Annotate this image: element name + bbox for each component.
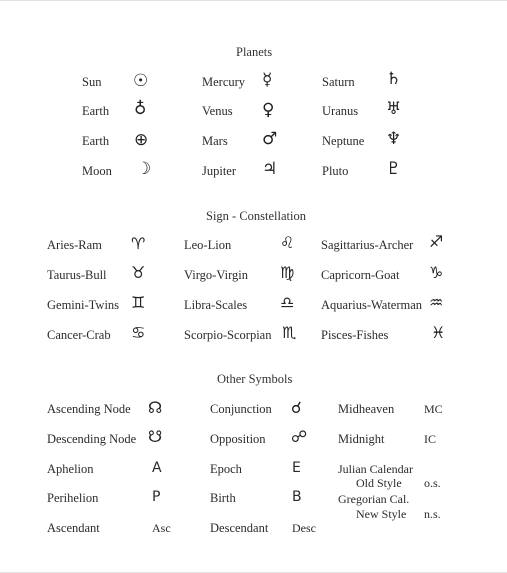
planet-label: Mars (202, 134, 228, 148)
gregorian-calendar-label: Gregorian Cal. (338, 492, 410, 506)
planet-label: Uranus (322, 104, 359, 118)
aries-icon: ♈ (131, 234, 146, 253)
sign-label: Libra-Scales (184, 298, 248, 312)
new-style-abbr: n.s. (424, 507, 441, 521)
sign-label: Cancer-Crab (47, 328, 111, 342)
symbol-label: Opposition (210, 432, 266, 446)
symbol-label: Birth (210, 491, 236, 505)
planet-label: Saturn (322, 75, 355, 89)
leo-icon: ♌ (280, 233, 295, 252)
aquarius-icon: ♒ (429, 293, 444, 312)
pluto-icon: ♇ (386, 159, 402, 179)
mars-icon: ♂ (262, 129, 278, 149)
earth-crossed-circle-icon: ⊕ (134, 130, 149, 150)
old-style-abbr: o.s. (424, 476, 441, 490)
neptune-icon: ♆ (386, 129, 402, 149)
sign-label: Sagittarius-Archer (321, 238, 414, 252)
sign-label: Pisces-Fishes (321, 328, 389, 342)
taurus-icon: ♉ (131, 263, 146, 282)
virgo-icon: ♍ (280, 263, 295, 282)
sun-icon: ☉ (133, 71, 149, 91)
uranus-icon: ♅ (386, 99, 402, 119)
ascendant-abbr: Asc (152, 521, 171, 535)
symbol-label: Descending Node (47, 432, 137, 446)
libra-icon: ♎ (280, 293, 295, 312)
planet-label: Earth (82, 104, 110, 118)
sign-label: Virgo-Virgin (184, 268, 249, 282)
planet-label: Venus (202, 104, 233, 118)
planet-label: Moon (82, 164, 112, 178)
julian-calendar-label: Julian Calendar (338, 462, 413, 476)
venus-icon: ♀ (262, 100, 275, 120)
mercury-icon: ☿ (262, 70, 273, 90)
symbol-label: Epoch (210, 462, 242, 476)
signs-heading: Sign - Constellation (206, 209, 306, 223)
descending-node-icon: ☋ (148, 427, 163, 446)
saturn-icon: ♄ (386, 69, 402, 89)
symbol-label: Ascendant (47, 521, 100, 535)
old-style-label: Old Style (356, 476, 402, 490)
midheaven-abbr: MC (424, 402, 443, 416)
capricorn-icon: ♑ (429, 263, 444, 282)
symbol-label: Midnight (338, 432, 385, 446)
symbol-label: Aphelion (47, 462, 94, 476)
sign-label: Gemini-Twins (47, 298, 120, 312)
planet-label: Jupiter (202, 164, 237, 178)
sign-label: Capricorn-Goat (321, 268, 400, 282)
sign-label: Aquarius-Waterman (321, 298, 423, 312)
conjunction-icon: ☌ (291, 398, 302, 417)
other-symbols-heading: Other Symbols (217, 372, 293, 386)
symbol-label: Descendant (210, 521, 269, 535)
scorpio-icon: ♏ (282, 323, 297, 342)
planet-label: Sun (82, 75, 102, 89)
symbol-label: Ascending Node (47, 402, 131, 416)
perihelion-abbr: P (152, 489, 161, 505)
sign-label: Scorpio-Scorpian (184, 328, 272, 342)
sign-label: Taurus-Bull (47, 268, 107, 282)
aphelion-abbr: A (152, 460, 162, 476)
sign-label: Leo-Lion (184, 238, 232, 252)
opposition-icon: ☍ (291, 427, 308, 446)
planet-label: Earth (82, 134, 110, 148)
planet-label: Pluto (322, 164, 349, 178)
sign-label: Aries-Ram (47, 238, 102, 252)
cancer-icon: ♋ (131, 323, 146, 342)
birth-abbr: B (292, 489, 302, 505)
epoch-abbr: E (292, 460, 301, 476)
top-border (0, 0, 507, 1)
planet-label: Neptune (322, 134, 365, 148)
moon-icon: ☽ (136, 159, 152, 179)
descendant-abbr: Desc (292, 521, 316, 535)
gemini-icon: ♊ (131, 293, 146, 312)
sagittarius-icon: ♐ (429, 232, 444, 251)
new-style-label: New Style (356, 507, 407, 521)
symbol-label: Conjunction (210, 402, 272, 416)
symbol-label: Perihelion (47, 491, 99, 505)
ascending-node-icon: ☊ (148, 398, 163, 417)
planet-label: Mercury (202, 75, 246, 89)
pisces-icon: ♓ (431, 323, 446, 342)
midnight-abbr: IC (424, 432, 436, 446)
earth-icon: ♁ (134, 99, 147, 119)
jupiter-icon: ♃ (262, 159, 278, 179)
symbol-label: Midheaven (338, 402, 395, 416)
planets-heading: Planets (236, 45, 273, 59)
